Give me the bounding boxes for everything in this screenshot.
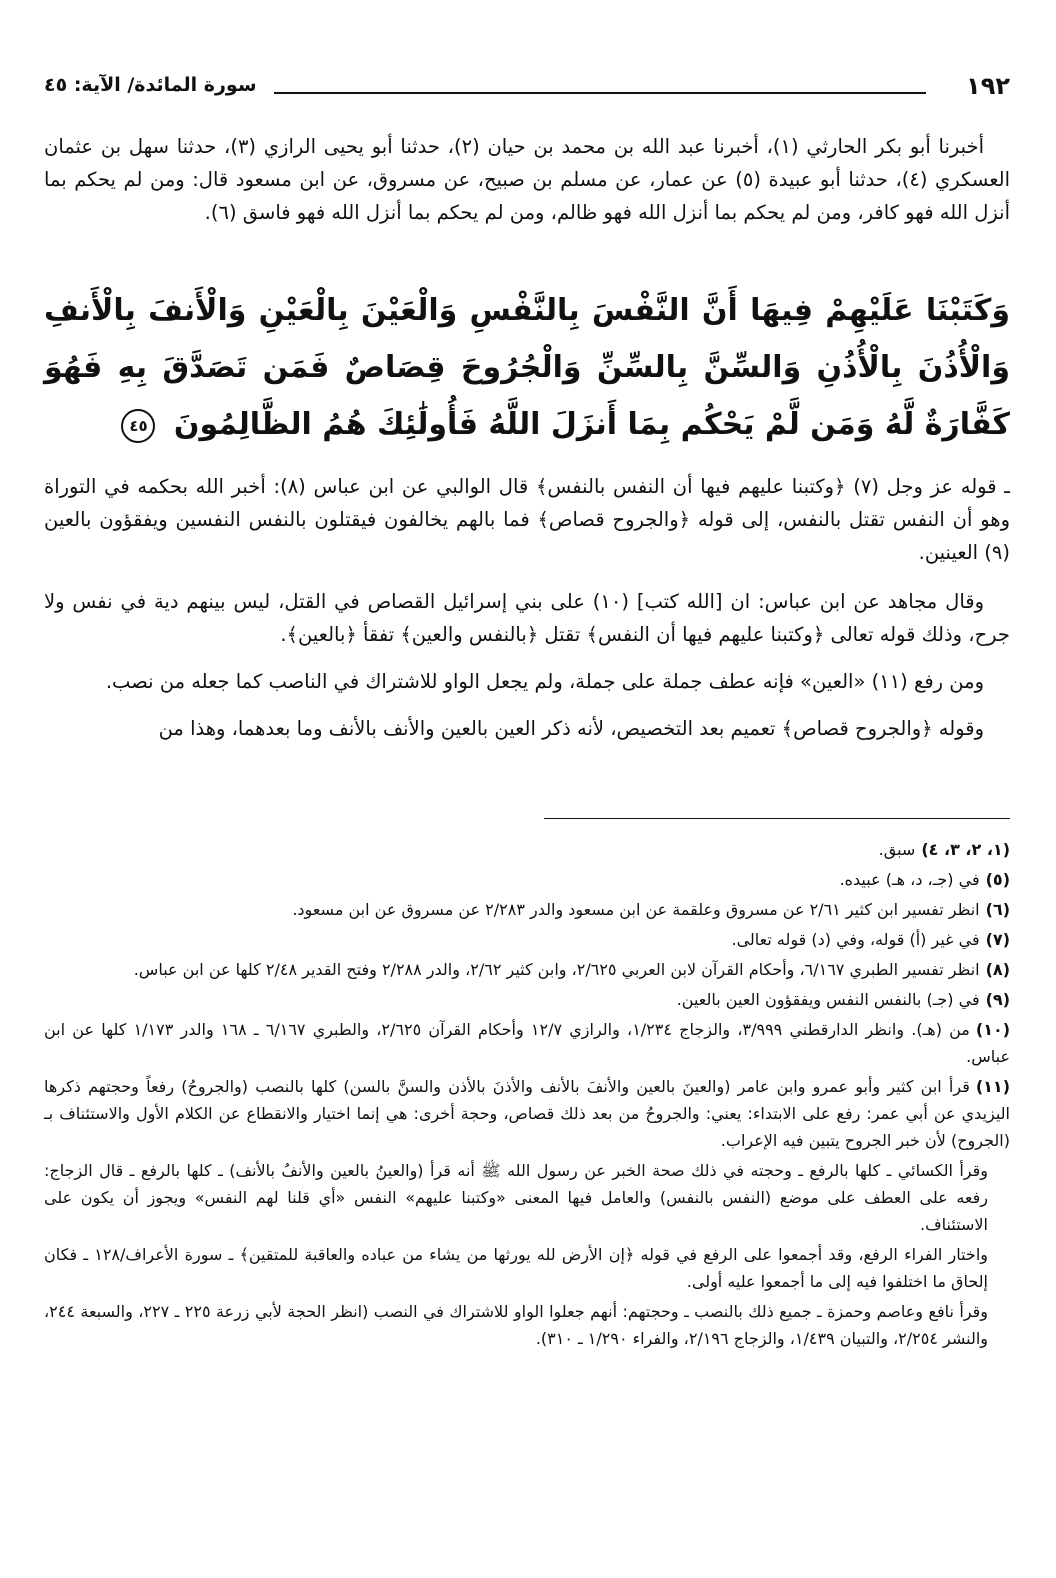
footnote-number: (٧)	[985, 930, 1010, 949]
footnote-number: (٥)	[985, 870, 1010, 889]
footnote-text: انظر تفسير الطبري ٦/١٦٧، وأحكام القرآن لابن العربي ٢/٦٢٥، وابن كثير ٢/٦٢، والدر ٢/٢٨٨ وفتح القدير ٢/٤٨ كلها عن ابن عباس.	[133, 960, 980, 979]
footnote-number: (١، ٢، ٣، ٤)	[921, 840, 1010, 859]
footnote	[44, 1016, 1010, 1070]
footnote-text: في غير (أ) قوله، وفي (د) قوله تعالى.	[731, 930, 980, 949]
footnote-text: قرأ ابن كثير وأبو عمرو وابن عامر (والعينَ بالعين والأنفَ بالأنف والأذنَ بالأذن والسنَّ بالسن) كلها بالنصب (والجروحُ) رفعاً وحجتهم ذكرها اليزيدي عن أبي عمر: رفع على الابتداء: يعني: والجروحُ من بعد ذلك قصاص، وحجة أخرى: هي إنما اختيار والانقطاع عن الكلام الأول والاستئناف بـ (الجروح) لأن خبر الجروح يتبين فيه الإعراب.	[44, 1077, 1010, 1150]
footnote-number: (٩)	[985, 990, 1010, 1009]
commentary-paragraph: وقوله ﴿والجروح قصاص﴾ تعميم بعد التخصيص، لأنه ذكر العين بالعين والأنف بالأنف وما بعدهما، وهذا من	[158, 717, 984, 740]
footnote-text: من (هـ). وانظر الدارقطني ٣/٩٩٩، والزجاج ١/٢٣٤، والرازي ١٢/٧ وأحكام القرآن ٢/٦٢٥، والطبري ٦/١٦٧ ـ ١٦٨ والدر ١/١٧٣ كلها عن ابن عباس.	[44, 1020, 1010, 1066]
header-rule	[274, 92, 926, 94]
footnotes	[44, 836, 1010, 1355]
footnote-separator	[544, 818, 1010, 819]
footnote-continuation: وقرأ نافع وعاصم وحمزة ـ جميع ذلك بالنصب ـ وحجتهم: أنهم جعلوا الواو للاشتراك في النصب (انظر الحجة لأبي زرعة ٢٢٥ ـ ٢٢٧، والسبعة ٢٤٤، والنشر ٢/٢٥٤، والتبيان ١/٤٣٩، والزجاج ٢/١٩٦، والفراء ١/٢٩٠ ـ ٣١٠).	[44, 1302, 989, 1348]
footnote-number: (٨)	[985, 960, 1010, 979]
page-header	[44, 72, 1010, 106]
footnote-continuation: وقرأ الكسائي ـ كلها بالرفع ـ وحجته في ذلك صحة الخبر عن رسول الله ﷺ أنه قرأ (والعينُ بالعين والأنفُ بالأنف) ـ كلها بالرفع ـ قال الزجاج: رفعه على العطف على موضع (النفس بالنفس) والعامل فيها المعنى «وكتبنا عليهم» النفس «أي قلنا لهم النفس» ويجوز أن يكون على الاستئناف.	[44, 1161, 988, 1234]
footnote-text: انظر تفسير ابن كثير ٢/٦١ عن مسروق وعلقمة عن ابن مسعود والدر ٢/٢٨٣ عن مسروق عن ابن مسعود.	[292, 900, 980, 919]
footnote	[44, 1073, 1010, 1154]
footnote-text: سبق.	[878, 840, 916, 859]
footnote	[44, 956, 1010, 983]
footnote-text: في (جـ) بالنفس النفس ويفقؤون العين بالعين.	[676, 990, 980, 1009]
isnad-paragraph	[44, 130, 1010, 229]
surah-title: سورة المائدة/ الآية: ٤٥	[44, 74, 257, 96]
commentary-paragraph: ـ قوله عز وجل (٧) ﴿وكتبنا عليهم فيها أن النفس بالنفس﴾ قال الوالبي عن ابن عباس (٨): أخبر الله بحكمه في التوراة وهو أن النفس تقتل بالنفس، إلى قوله ﴿والجروح قصاص﴾ فما بالهم يخالفون فيقتلون بالنفس النفسين ويفقؤون بالعين (٩) العينين.	[44, 475, 1010, 564]
footnote	[44, 836, 1010, 863]
quran-verse	[44, 282, 1010, 453]
footnote-number: (٦)	[985, 900, 1010, 919]
footnote-continuation: واختار الفراء الرفع، وقد أجمعوا على الرفع في قوله ﴿إن الأرض لله يورثها من يشاء من عباده والعاقبة للمتقين﴾ ـ سورة الأعراف/١٢٨ ـ فكان إلحاق ما اختلفوا فيه إلى ما أجمعوا عليه أولى.	[44, 1245, 988, 1291]
intro-text: أخبرنا أبو بكر الحارثي (١)، أخبرنا عبد الله بن محمد بن حيان (٢)، حدثنا أبو يحيى الرازي (٣)، حدثنا سهل بن عثمان العسكري (٤)، حدثنا أبو عبيدة (٥) عن عمار، عن مسلم بن صبيح، عن مسروق، عن ابن مسعود قال: ومن لم يحكم بما أنزل الله فهو كافر، ومن لم يحكم بما أنزل الله فهو ظالم، ومن لم يحكم بما أنزل الله فهو فاسق (٦).	[44, 135, 1010, 224]
commentary-paragraph: وقال مجاهد عن ابن عباس: ان [الله كتب] (١٠) على بني إسرائيل القصاص في القتل، ليس بينهم دية في نفس ولا جرح، وذلك قوله تعالى ﴿وكتبنا عليهم فيها أن النفس﴾ تقتل ﴿بالنفس والعين﴾ تفقأ ﴿بالعين﴾.	[44, 590, 1010, 646]
commentary-paragraph: ومن رفع (١١) «العين» فإنه عطف جملة على جملة، ولم يجعل الواو للاشتراك في الناصب كما جعله من نصب.	[105, 670, 984, 693]
verse-text: وَكَتَبْنَا عَلَيْهِمْ فِيهَا أَنَّ النَّفْسَ بِالنَّفْسِ وَالْعَيْنَ بِالْعَيْنِ وَالْأَنفَ بِالْأَنفِ وَالْأُذُنَ بِالْأُذُنِ وَالسِّنَّ بِالسِّنِّ وَالْجُرُوحَ قِصَاصٌ فَمَن تَصَدَّقَ بِهِ فَهُوَ كَفَّارَةٌ لَّهُ وَمَن لَّمْ يَحْكُم بِمَا أَنزَلَ اللَّهُ فَأُولَٰئِكَ هُمُ الظَّالِمُونَ	[44, 293, 1010, 442]
footnote	[44, 896, 1010, 923]
footnote-number: (١٠)	[975, 1020, 1011, 1039]
footnote-text: في (جـ، د، هـ) عبيده.	[839, 870, 980, 889]
commentary	[44, 470, 1010, 759]
page-number: ١٩٢	[966, 72, 1010, 100]
verse-number-marker: ٤٥	[121, 409, 155, 443]
footnote-number: (١١)	[975, 1077, 1010, 1096]
footnote	[44, 986, 1010, 1013]
footnote	[44, 866, 1010, 893]
footnote	[44, 926, 1010, 953]
